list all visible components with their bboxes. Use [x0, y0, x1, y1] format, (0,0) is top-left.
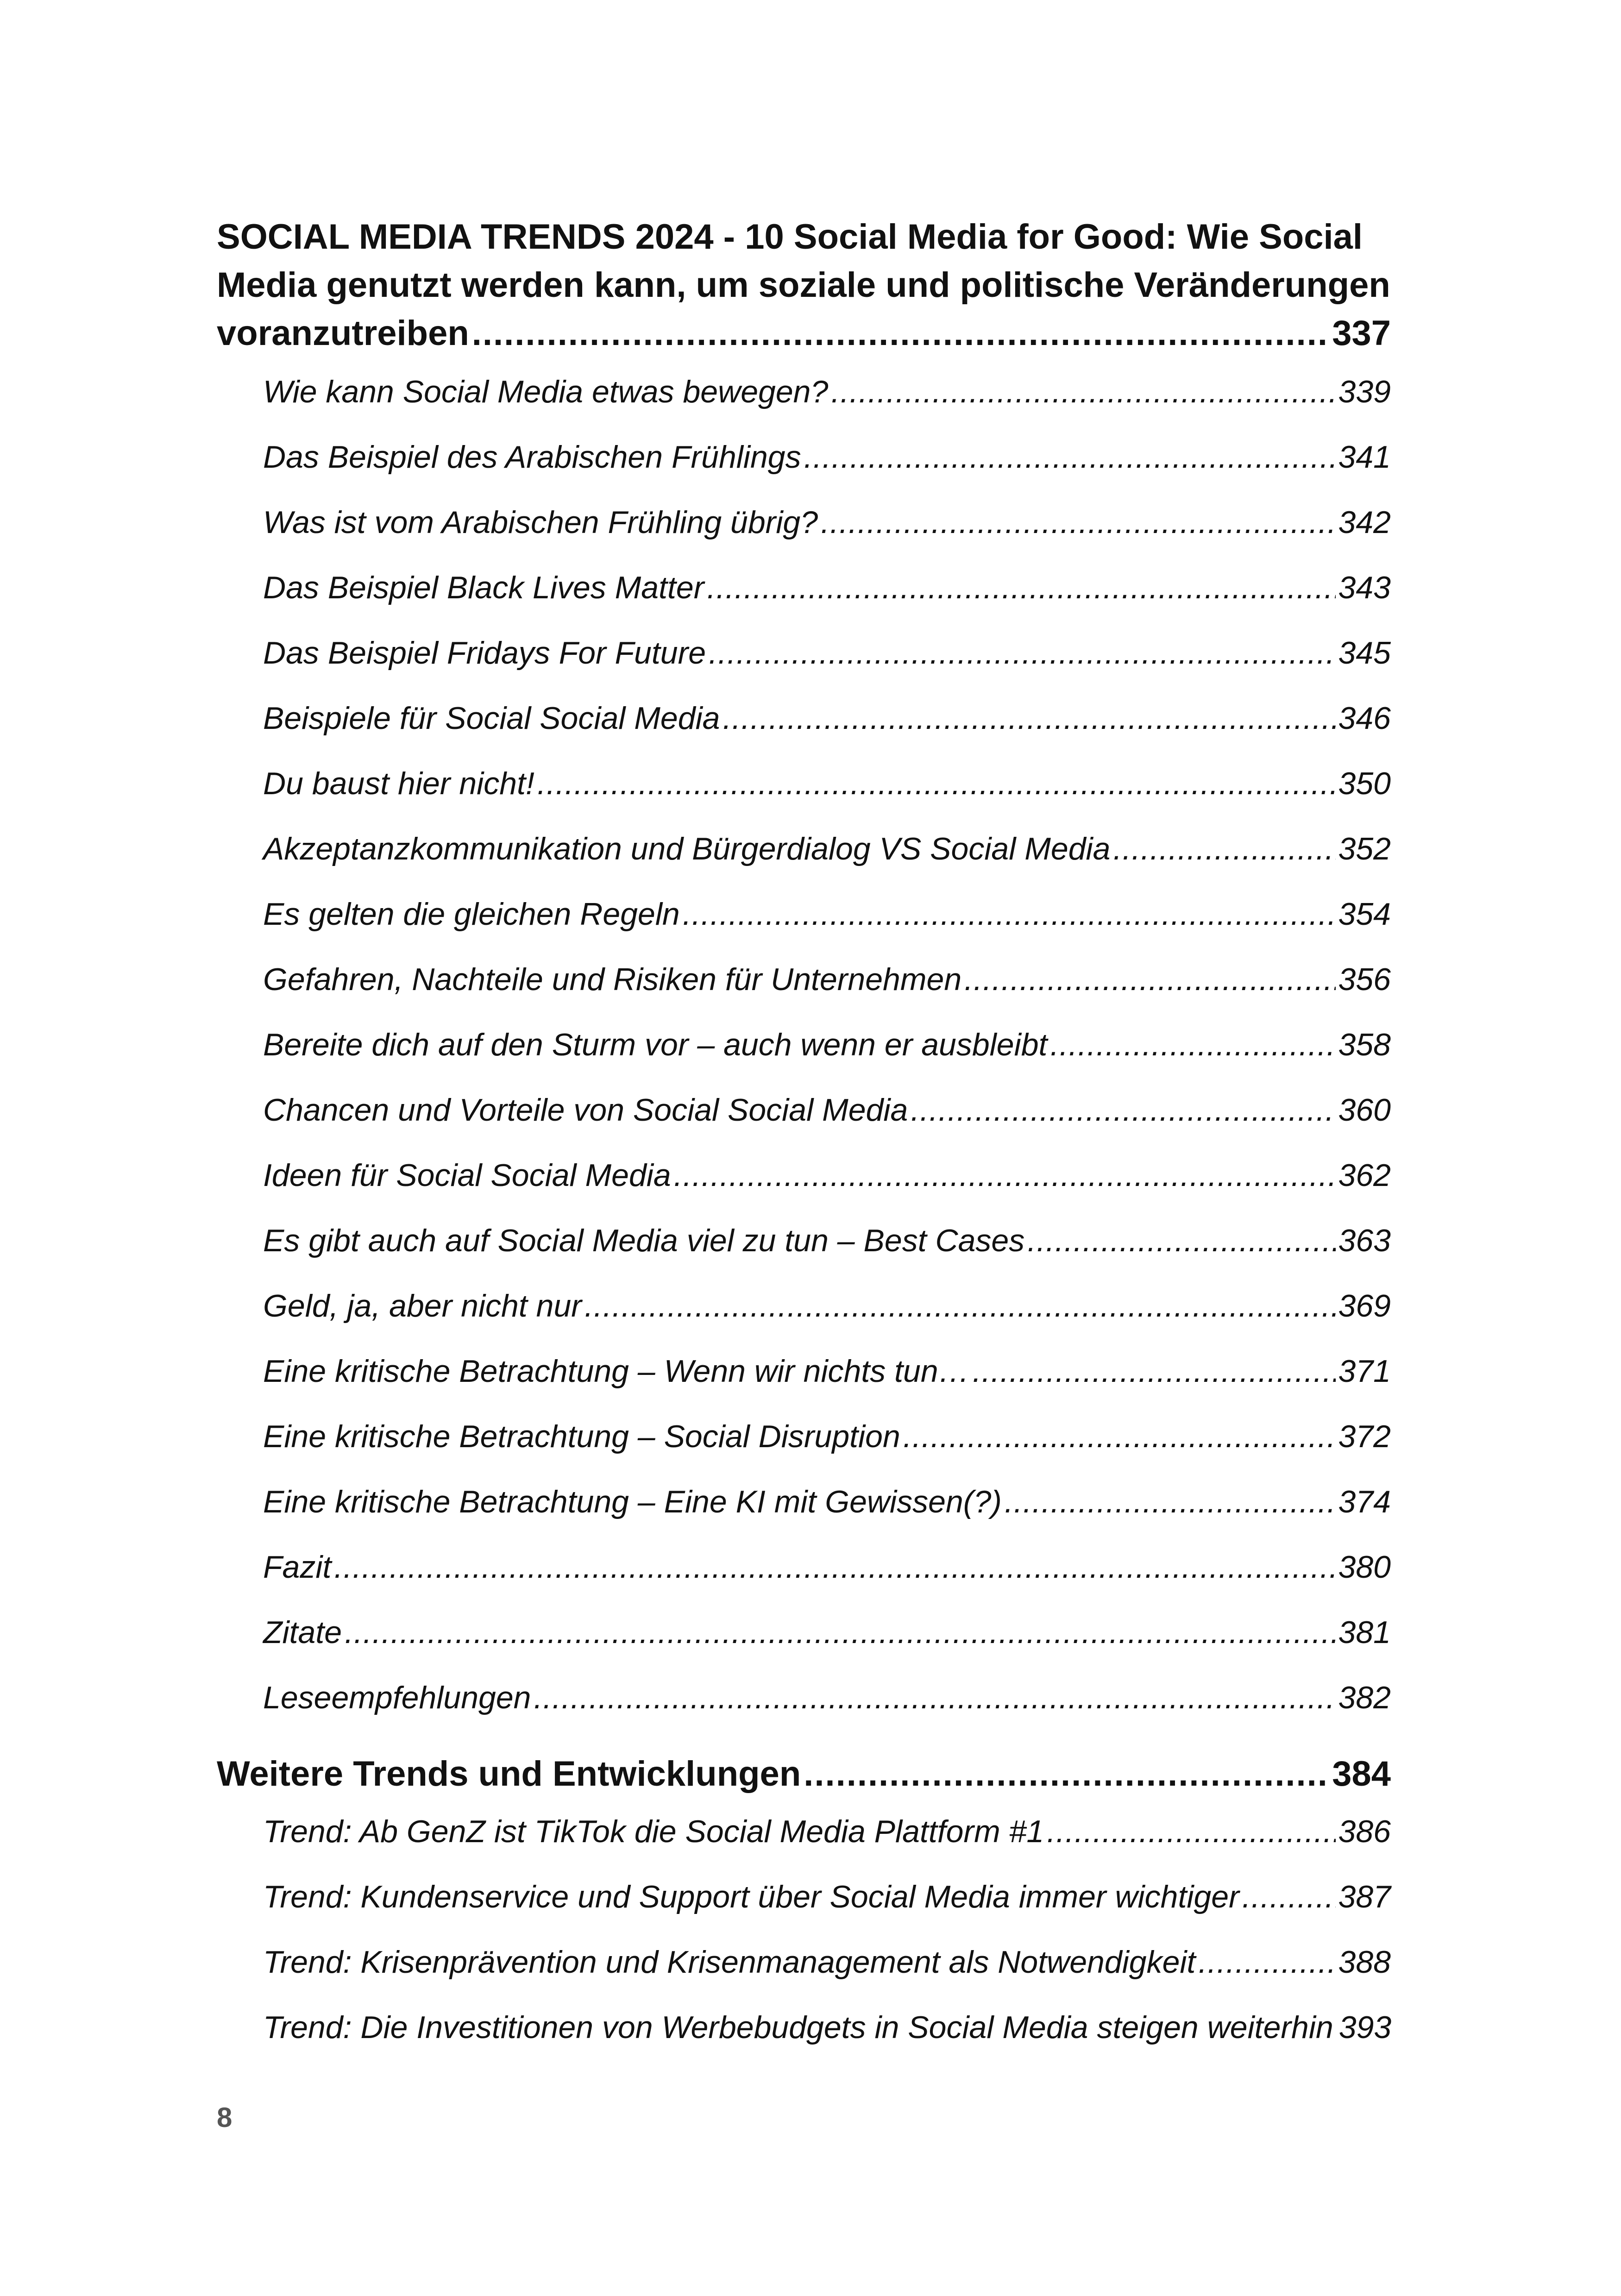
- toc-entry[interactable]: [263, 1600, 1391, 1665]
- toc-entry-title: Das Beispiel Fridays For Future: [263, 635, 706, 671]
- toc-entry[interactable]: [263, 1665, 1391, 1731]
- dot-leader: [804, 1750, 1329, 1798]
- toc-entry-page: 387: [1338, 1879, 1391, 1914]
- dot-leader: [804, 425, 1336, 490]
- chapter-heading-row[interactable]: [217, 309, 1391, 358]
- toc-entry-title: Trend: Krisenprävention und Krisenmanagement als Notwendigkeit: [263, 1945, 1196, 1980]
- toc-entry-page: 393: [1338, 2010, 1392, 2045]
- dot-leader: [1005, 1469, 1336, 1535]
- toc-entry[interactable]: [263, 1078, 1391, 1143]
- dot-leader: [345, 1600, 1335, 1665]
- toc-entry-title: Trend: Ab GenZ ist TikTok die Social Media Plattform #1: [263, 1814, 1044, 1849]
- toc-entry-title: Was ist vom Arabischen Frühling übrig?: [263, 505, 818, 540]
- chapter-title-line: SOCIAL MEDIA TRENDS 2024 - 10 Social Media for Good: Wie Social: [217, 217, 1363, 257]
- toc-entry[interactable]: [263, 1273, 1391, 1339]
- toc-entry-page: 362: [1338, 1158, 1391, 1193]
- dot-leader: [723, 686, 1336, 751]
- toc-entry-title: Wie kann Social Media etwas bewegen?: [263, 374, 829, 409]
- dot-leader: [1198, 1930, 1335, 1995]
- dot-leader: [1242, 1864, 1336, 1930]
- toc-entry-page: 346: [1338, 701, 1391, 736]
- dot-leader: [1047, 1799, 1335, 1864]
- dot-leader: [1050, 1012, 1335, 1078]
- toc-entry[interactable]: [263, 1864, 1391, 1930]
- toc-entry-page: 382: [1338, 1680, 1391, 1715]
- toc-entry-page: 343: [1338, 570, 1391, 605]
- page-number: 8: [217, 2102, 232, 2133]
- toc-entry-title: Das Beispiel Black Lives Matter: [263, 570, 704, 605]
- toc-entry[interactable]: [263, 882, 1391, 947]
- toc-entry-title: Fazit: [263, 1549, 332, 1585]
- dot-leader: [1027, 1208, 1335, 1273]
- toc-entry-title: Akzeptanzkommunikation und Bürgerdialog VS Social Media: [263, 831, 1111, 866]
- toc-entry[interactable]: [263, 1143, 1391, 1208]
- toc-entry-title: Leseempfehlungen: [263, 1680, 531, 1715]
- toc-entry-title: Eine kritische Betrachtung – Wenn wir nichts tun…: [263, 1354, 970, 1389]
- toc-entry-page: 350: [1338, 766, 1391, 801]
- dot-leader: [903, 1404, 1336, 1469]
- toc-entry[interactable]: [263, 359, 1391, 425]
- toc-entry-page: 358: [1338, 1027, 1391, 1062]
- toc-entry[interactable]: [263, 686, 1391, 751]
- dot-leader: [472, 309, 1329, 358]
- dot-leader: [334, 1535, 1335, 1600]
- toc-entry[interactable]: [263, 1469, 1391, 1535]
- toc-entry-title: Eine kritische Betrachtung – Social Disruption: [263, 1419, 900, 1454]
- toc-entry-title: Beispiele für Social Social Media: [263, 701, 720, 736]
- toc-entry-title: Trend: Die Investitionen von Werbebudgets in Social Media steigen weiterhin: [263, 2010, 1333, 2045]
- toc-entry-page: 354: [1338, 897, 1391, 932]
- toc-entry[interactable]: [263, 1995, 1391, 2060]
- dot-leader: [964, 947, 1335, 1012]
- toc-entry-title: Das Beispiel des Arabischen Frühlings: [263, 439, 801, 475]
- toc-entry-page: 356: [1338, 962, 1391, 997]
- chapter-page-number: 337: [1332, 314, 1391, 353]
- toc-entry-page: 386: [1338, 1814, 1391, 1849]
- dot-leader: [831, 359, 1335, 425]
- toc-entry-page: 342: [1338, 505, 1391, 540]
- toc-entry-page: 345: [1338, 635, 1391, 671]
- toc-entry-page: 381: [1338, 1615, 1391, 1650]
- dot-leader: [584, 1273, 1336, 1339]
- toc-entry[interactable]: [263, 751, 1391, 816]
- dot-leader: [534, 1665, 1335, 1731]
- toc-entry[interactable]: [263, 816, 1391, 882]
- toc-entry-title: Eine kritische Betrachtung – Eine KI mit Gewissen(?): [263, 1484, 1002, 1519]
- toc-entry-page: 360: [1338, 1092, 1391, 1128]
- dot-leader: [973, 1339, 1336, 1404]
- table-of-contents: [217, 213, 1391, 2060]
- toc-entry-page: 371: [1338, 1354, 1391, 1389]
- toc-entry-title: Chancen und Vorteile von Social Social Media: [263, 1092, 908, 1128]
- toc-entry-page: 380: [1338, 1549, 1391, 1585]
- toc-entry-page: 372: [1338, 1419, 1391, 1454]
- toc-entry[interactable]: [263, 425, 1391, 490]
- chapter-page-number: 384: [1332, 1754, 1391, 1794]
- chapter-entries: [263, 1799, 1391, 2060]
- toc-entry-title: Ideen für Social Social Media: [263, 1158, 671, 1193]
- toc-entry[interactable]: [263, 1208, 1391, 1273]
- toc-entry[interactable]: [263, 1339, 1391, 1404]
- toc-entry-page: 352: [1338, 831, 1391, 866]
- toc-entry-title: Zitate: [263, 1615, 342, 1650]
- chapter-entries: [263, 359, 1391, 1731]
- dot-leader: [821, 490, 1335, 555]
- toc-entry[interactable]: [263, 555, 1391, 621]
- toc-entry[interactable]: [263, 1799, 1391, 1864]
- toc-entry-page: 369: [1338, 1288, 1391, 1324]
- chapter-title-line: voranzutreiben: [217, 314, 469, 353]
- chapter-heading-row[interactable]: [217, 1750, 1391, 1798]
- dot-leader: [707, 555, 1335, 621]
- dot-leader: [537, 751, 1336, 816]
- toc-entry-page: 374: [1338, 1484, 1391, 1519]
- dot-leader: [709, 621, 1335, 686]
- dot-leader: [674, 1143, 1336, 1208]
- dot-leader: [683, 882, 1336, 947]
- toc-entry-title: Du baust hier nicht!: [263, 766, 534, 801]
- toc-entry[interactable]: [263, 947, 1391, 1012]
- toc-entry[interactable]: [263, 1535, 1391, 1600]
- toc-entry-page: 363: [1338, 1223, 1391, 1258]
- toc-entry[interactable]: [263, 1930, 1391, 1995]
- toc-entry[interactable]: [263, 621, 1391, 686]
- toc-entry-page: 388: [1338, 1945, 1391, 1980]
- dot-leader: [1113, 816, 1335, 882]
- toc-entry-page: 341: [1338, 439, 1391, 475]
- toc-entry-title: Gefahren, Nachteile und Risiken für Unternehmen: [263, 962, 962, 997]
- toc-entry[interactable]: [263, 1404, 1391, 1469]
- toc-entry-title: Es gelten die gleichen Regeln: [263, 897, 680, 932]
- toc-entry[interactable]: [263, 490, 1391, 555]
- toc-entry-page: 339: [1338, 374, 1391, 409]
- chapter-title-line: Media genutzt werden kann, um soziale und politische Veränderungen: [217, 265, 1390, 305]
- chapter-title: Weitere Trends und Entwicklungen: [217, 1754, 801, 1794]
- toc-entry-title: Trend: Kundenservice und Support über Social Media immer wichtiger: [263, 1879, 1239, 1914]
- toc-entry-title: Bereite dich auf den Sturm vor – auch wenn er ausbleibt: [263, 1027, 1048, 1062]
- toc-entry-title: Es gibt auch auf Social Media viel zu tun – Best Cases: [263, 1223, 1025, 1258]
- dot-leader: [911, 1078, 1335, 1143]
- chapter-heading[interactable]: [217, 213, 1391, 309]
- toc-entry-title: Geld, ja, aber nicht nur: [263, 1288, 582, 1324]
- toc-entry[interactable]: [263, 1012, 1391, 1078]
